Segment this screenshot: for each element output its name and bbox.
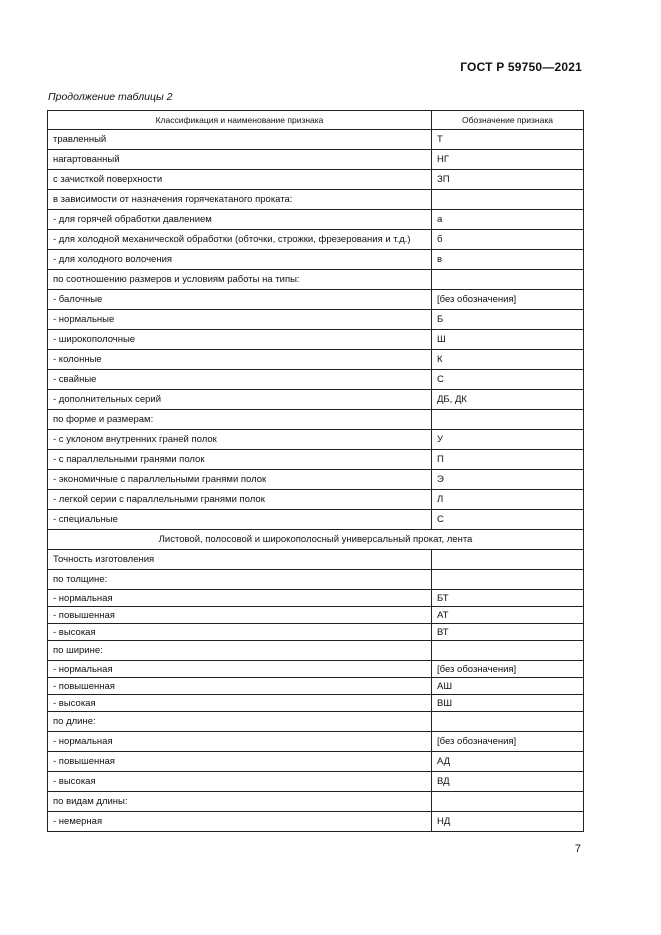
- table-row: [48, 450, 584, 470]
- classification-cell: по толщине:: [48, 570, 432, 590]
- table-row: [48, 410, 584, 430]
- designation-cell: У: [432, 430, 584, 450]
- table-row: [48, 792, 584, 812]
- designation-cell: [432, 641, 584, 661]
- table-row: [48, 250, 584, 270]
- designation-cell: [без обозначения]: [432, 732, 584, 752]
- table-row: [48, 130, 584, 150]
- designation-cell: Ш: [432, 330, 584, 350]
- designation-cell: ЗП: [432, 170, 584, 190]
- designation-cell: [без обозначения]: [432, 661, 584, 678]
- table-row: [48, 624, 584, 641]
- classification-cell: - высокая: [48, 624, 432, 641]
- table-row: [48, 732, 584, 752]
- designation-cell: [432, 792, 584, 812]
- classification-cell: - дополнительных серий: [48, 390, 432, 410]
- designation-cell: [432, 712, 584, 732]
- table-row: [48, 210, 584, 230]
- classification-cell: по видам длины:: [48, 792, 432, 812]
- classification-cell: - немерная: [48, 812, 432, 832]
- designation-cell: [432, 410, 584, 430]
- standard-code: ГОСТ Р 59750—2021: [460, 60, 582, 74]
- table-row: [48, 150, 584, 170]
- designation-cell: НГ: [432, 150, 584, 170]
- table-row: [48, 590, 584, 607]
- classification-cell: по соотношению размеров и условиям работы на типы:: [48, 270, 432, 290]
- designation-cell: ДБ, ДК: [432, 390, 584, 410]
- classification-cell: - нормальная: [48, 590, 432, 607]
- classification-cell: - для холодного волочения: [48, 250, 432, 270]
- section-heading-cell: Листовой, полосовой и широкополосный универсальный прокат, лента: [48, 530, 584, 550]
- designation-cell: б: [432, 230, 584, 250]
- designation-cell: АШ: [432, 678, 584, 695]
- designation-cell: Л: [432, 490, 584, 510]
- designation-cell: ВШ: [432, 695, 584, 712]
- classification-cell: - для горячей обработки давлением: [48, 210, 432, 230]
- table-row: [48, 570, 584, 590]
- designation-cell: [без обозначения]: [432, 290, 584, 310]
- table-row: [48, 190, 584, 210]
- column-header-classification: Классификация и наименование признака: [48, 111, 432, 130]
- classification-cell: - повышенная: [48, 607, 432, 624]
- table-row: [48, 695, 584, 712]
- table-row: [48, 661, 584, 678]
- classification-cell: - балочные: [48, 290, 432, 310]
- table-row: [48, 390, 584, 410]
- table-row: [48, 230, 584, 250]
- designation-cell: Т: [432, 130, 584, 150]
- designation-cell: С: [432, 370, 584, 390]
- designation-cell: БТ: [432, 590, 584, 607]
- table-row: [48, 550, 584, 570]
- designation-cell: ВТ: [432, 624, 584, 641]
- designation-cell: ВД: [432, 772, 584, 792]
- classification-cell: - с уклоном внутренних граней полок: [48, 430, 432, 450]
- classification-cell: с зачисткой поверхности: [48, 170, 432, 190]
- designation-cell: С: [432, 510, 584, 530]
- table-row: [48, 170, 584, 190]
- designation-cell: К: [432, 350, 584, 370]
- table-row: [48, 712, 584, 732]
- designation-cell: в: [432, 250, 584, 270]
- designation-cell: АД: [432, 752, 584, 772]
- classification-cell: - колонные: [48, 350, 432, 370]
- table-row: [48, 330, 584, 350]
- classification-cell: по форме и размерам:: [48, 410, 432, 430]
- classification-cell: травленный: [48, 130, 432, 150]
- classification-cell: по ширине:: [48, 641, 432, 661]
- table-row: [48, 772, 584, 792]
- designation-cell: [432, 570, 584, 590]
- column-header-designation: Обозначение признака: [432, 111, 584, 130]
- classification-cell: - повышенная: [48, 678, 432, 695]
- table-row: [48, 812, 584, 832]
- designation-cell: [432, 190, 584, 210]
- designation-cell: а: [432, 210, 584, 230]
- table-row: [48, 752, 584, 772]
- table-row: [48, 350, 584, 370]
- table-row: [48, 510, 584, 530]
- classification-cell: - высокая: [48, 772, 432, 792]
- table-row: [48, 470, 584, 490]
- table-row: [48, 430, 584, 450]
- table-row: [48, 370, 584, 390]
- classification-cell: - повышенная: [48, 752, 432, 772]
- table-row: [48, 310, 584, 330]
- classification-cell: - высокая: [48, 695, 432, 712]
- table-row: [48, 530, 584, 550]
- designation-cell: АТ: [432, 607, 584, 624]
- table-caption: Продолжение таблицы 2: [48, 91, 173, 103]
- classification-cell: нагартованный: [48, 150, 432, 170]
- designation-cell: Б: [432, 310, 584, 330]
- classification-cell: - с параллельными гранями полок: [48, 450, 432, 470]
- table-body: [48, 130, 584, 832]
- classification-cell: в зависимости от назначения горячекатаного проката:: [48, 190, 432, 210]
- table-row: [48, 270, 584, 290]
- classification-cell: Точность изготовления: [48, 550, 432, 570]
- classification-cell: - легкой серии с параллельными гранями полок: [48, 490, 432, 510]
- classification-cell: - для холодной механической обработки (обточки, строжки, фрезерования и т.д.): [48, 230, 432, 250]
- classification-cell: - свайные: [48, 370, 432, 390]
- table-row: [48, 641, 584, 661]
- designation-cell: НД: [432, 812, 584, 832]
- table-row: [48, 607, 584, 624]
- designation-cell: П: [432, 450, 584, 470]
- table-row: [48, 678, 584, 695]
- designation-cell: Э: [432, 470, 584, 490]
- designation-cell: [432, 550, 584, 570]
- page-number: 7: [574, 843, 581, 855]
- designation-cell: [432, 270, 584, 290]
- classification-table: [47, 110, 584, 832]
- classification-cell: - нормальные: [48, 310, 432, 330]
- classification-cell: - широкополочные: [48, 330, 432, 350]
- classification-cell: - нормальная: [48, 661, 432, 678]
- classification-cell: по длине:: [48, 712, 432, 732]
- table-row: [48, 490, 584, 510]
- table-row: [48, 290, 584, 310]
- classification-cell: - нормальная: [48, 732, 432, 752]
- classification-cell: - специальные: [48, 510, 432, 530]
- classification-cell: - экономичные с параллельными гранями полок: [48, 470, 432, 490]
